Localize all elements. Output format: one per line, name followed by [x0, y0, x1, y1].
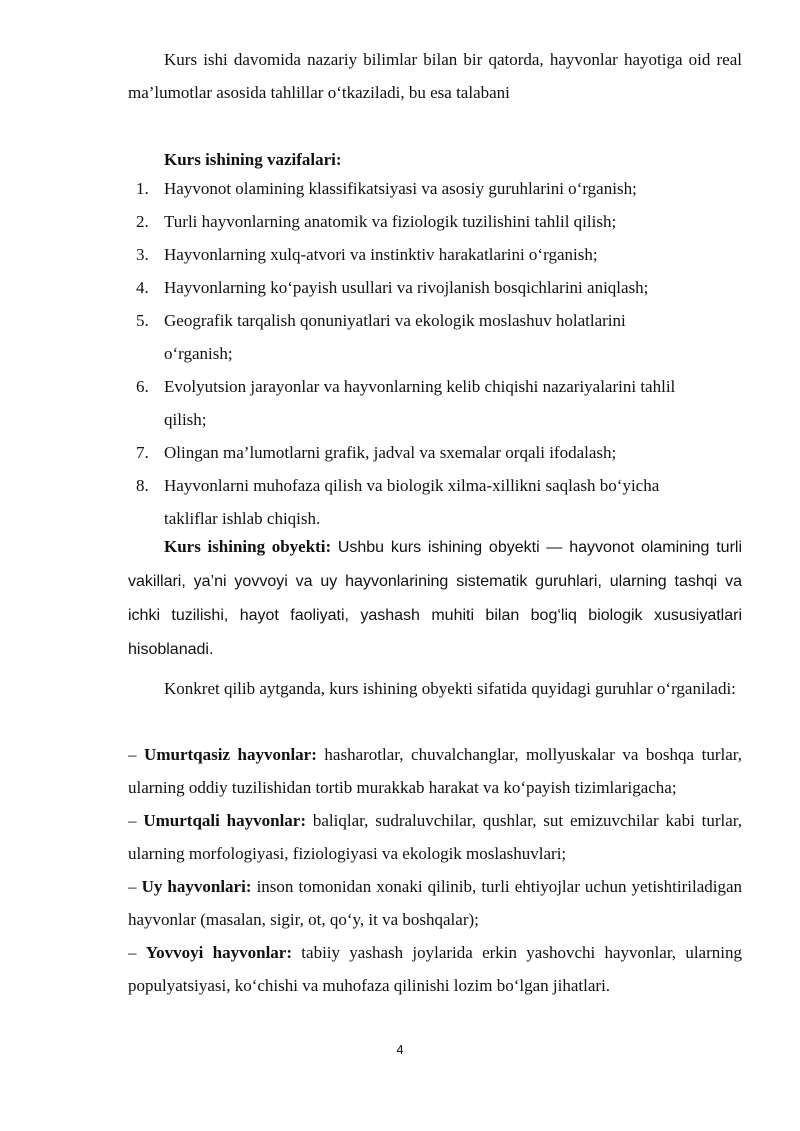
- list-item-number: 5.: [136, 311, 149, 330]
- groups-list: [128, 738, 742, 1002]
- list-item: [128, 238, 742, 271]
- list-item-text: Evolyutsion jarayonlar va hayvonlarning kelib chiqishi nazariyalarini tahlil qilish;: [164, 377, 676, 429]
- list-item-number: 7.: [136, 443, 149, 462]
- group-text: baliqlar, sudraluvchilar, qushlar, sut emizuvchilar kabi turlar, ularning morfologiyasi, fiziologiyasi va ekologik moslashuvlari;: [128, 811, 743, 863]
- list-item: – Yovvoyi hayvonlar: tabiiy yashash joylarida erkin yashovchi hayvonlar, ularning populyatsiyasi, ko‘chishi va muhofaza qilinishi lozim bo‘lgan jihatlari.: [128, 943, 742, 995]
- list-item: [128, 205, 742, 238]
- group-text: inson tomonidan xonaki qilinib, turli ehtiyojlar uchun yetishtiriladigan hayvonlar (masalan, sigir, ot, qo‘y, it va boshqalar);: [128, 877, 743, 929]
- intro-paragraph: Kurs ishi davomida nazariy bilimlar bilan bir qatorda, hayvonlar hayotiga oid real ma’lumotlar asosida tahlillar o‘tkaziladi, bu esa talabani: [128, 50, 742, 102]
- group-label: Umurtqali hayvonlar:: [143, 811, 307, 830]
- list-item-number: 1.: [136, 179, 149, 198]
- group-text: hasharotlar, chuvalchanglar, mollyuskalar va boshqa turlar, ularning oddiy tuzilishidan tortib murakkab harakat va ko‘payish tizimlarigacha;: [128, 745, 742, 797]
- list-item-number: 2.: [136, 212, 149, 231]
- list-item: [128, 304, 742, 370]
- list-item-text: Turli hayvonlarning anatomik va fiziologik tuzilishini tahlil qilish;: [164, 212, 617, 231]
- list-item-number: 6.: [136, 377, 149, 396]
- list-item: [128, 172, 742, 205]
- list-item: – Uy hayvonlari: inson tomonidan xonaki qilinib, turli ehtiyojlar uchun yetishtiriladigan hayvonlar (masalan, sigir, ot, qo‘y, it va boshqalar);: [128, 877, 743, 929]
- list-item-number: 4.: [136, 278, 149, 297]
- object-label: Kurs ishining obyekti:: [164, 537, 332, 556]
- page-number: 4: [396, 1042, 404, 1057]
- list-item: [128, 436, 742, 469]
- group-text: tabiiy yashash joylarida erkin yashovchi hayvonlar, ularning populyatsiyasi, ko‘chishi va muhofaza qilinishi lozim bo‘lgan jihatlari.: [128, 943, 742, 995]
- list-item: – Umurtqasiz hayvonlar: hasharotlar, chuvalchanglar, mollyuskalar va boshqa turlar, ularning oddiy tuzilishidan tortib murakkab harakat va ko‘payish tizimlarigacha;: [128, 745, 742, 797]
- list-item: [128, 370, 742, 436]
- group-label: Umurtqasiz hayvonlar:: [144, 745, 317, 764]
- list-item-text: Hayvonlarning xulq-atvori va instinktiv harakatlarini o‘rganish;: [164, 245, 598, 264]
- list-item-number: 8.: [136, 476, 149, 495]
- list-item-text: Hayvonlarni muhofaza qilish va biologik xilma-xillikni saqlash bo‘yicha takliflar ishlab chiqish.: [164, 476, 660, 528]
- list-item-number: 3.: [136, 245, 149, 264]
- list-item-text: Hayvonot olamining klassifikatsiyasi va asosiy guruhlarini o‘rganish;: [164, 179, 637, 198]
- list-item: – Umurtqali hayvonlar: baliqlar, sudraluvchilar, qushlar, sut emizuvchilar kabi turlar, ularning morfologiyasi, fiziologiyasi va ekologik moslashuvlari;: [128, 811, 743, 863]
- object-text: Ushbu kurs ishining obyekti — hayvonot olamining turli vakillari, ya’ni yovvoyi va uy hayvonlarining sistematik guruhlari, ularning tashqi va ichki tuzilishi, hayot faoliyati, yashash muhiti bilan bog‘liq biologik xususiyatlari hisoblanadi.: [128, 539, 743, 658]
- list-item-text: Geografik tarqalish qonuniyatlari va ekologik moslashuv holatlarini o‘rganish;: [164, 311, 626, 363]
- list-item: [128, 271, 742, 304]
- group-label: Yovvoyi hayvonlar:: [145, 943, 293, 962]
- tasks-heading: Kurs ishining vazifalari:: [164, 150, 342, 169]
- groups-intro: Konkret qilib aytganda, kurs ishining obyekti sifatida quyidagi guruhlar o‘rganiladi:: [164, 679, 736, 698]
- list-item: [128, 469, 742, 535]
- tasks-list: [128, 172, 742, 535]
- group-label: Uy hayvonlari:: [141, 877, 252, 896]
- list-item-text: Olingan ma’lumotlarni grafik, jadval va sxemalar orqali ifodalash;: [164, 443, 617, 462]
- list-item-text: Hayvonlarning ko‘payish usullari va rivojlanish bosqichlarini aniqlash;: [164, 278, 649, 297]
- object-paragraph: [128, 530, 742, 666]
